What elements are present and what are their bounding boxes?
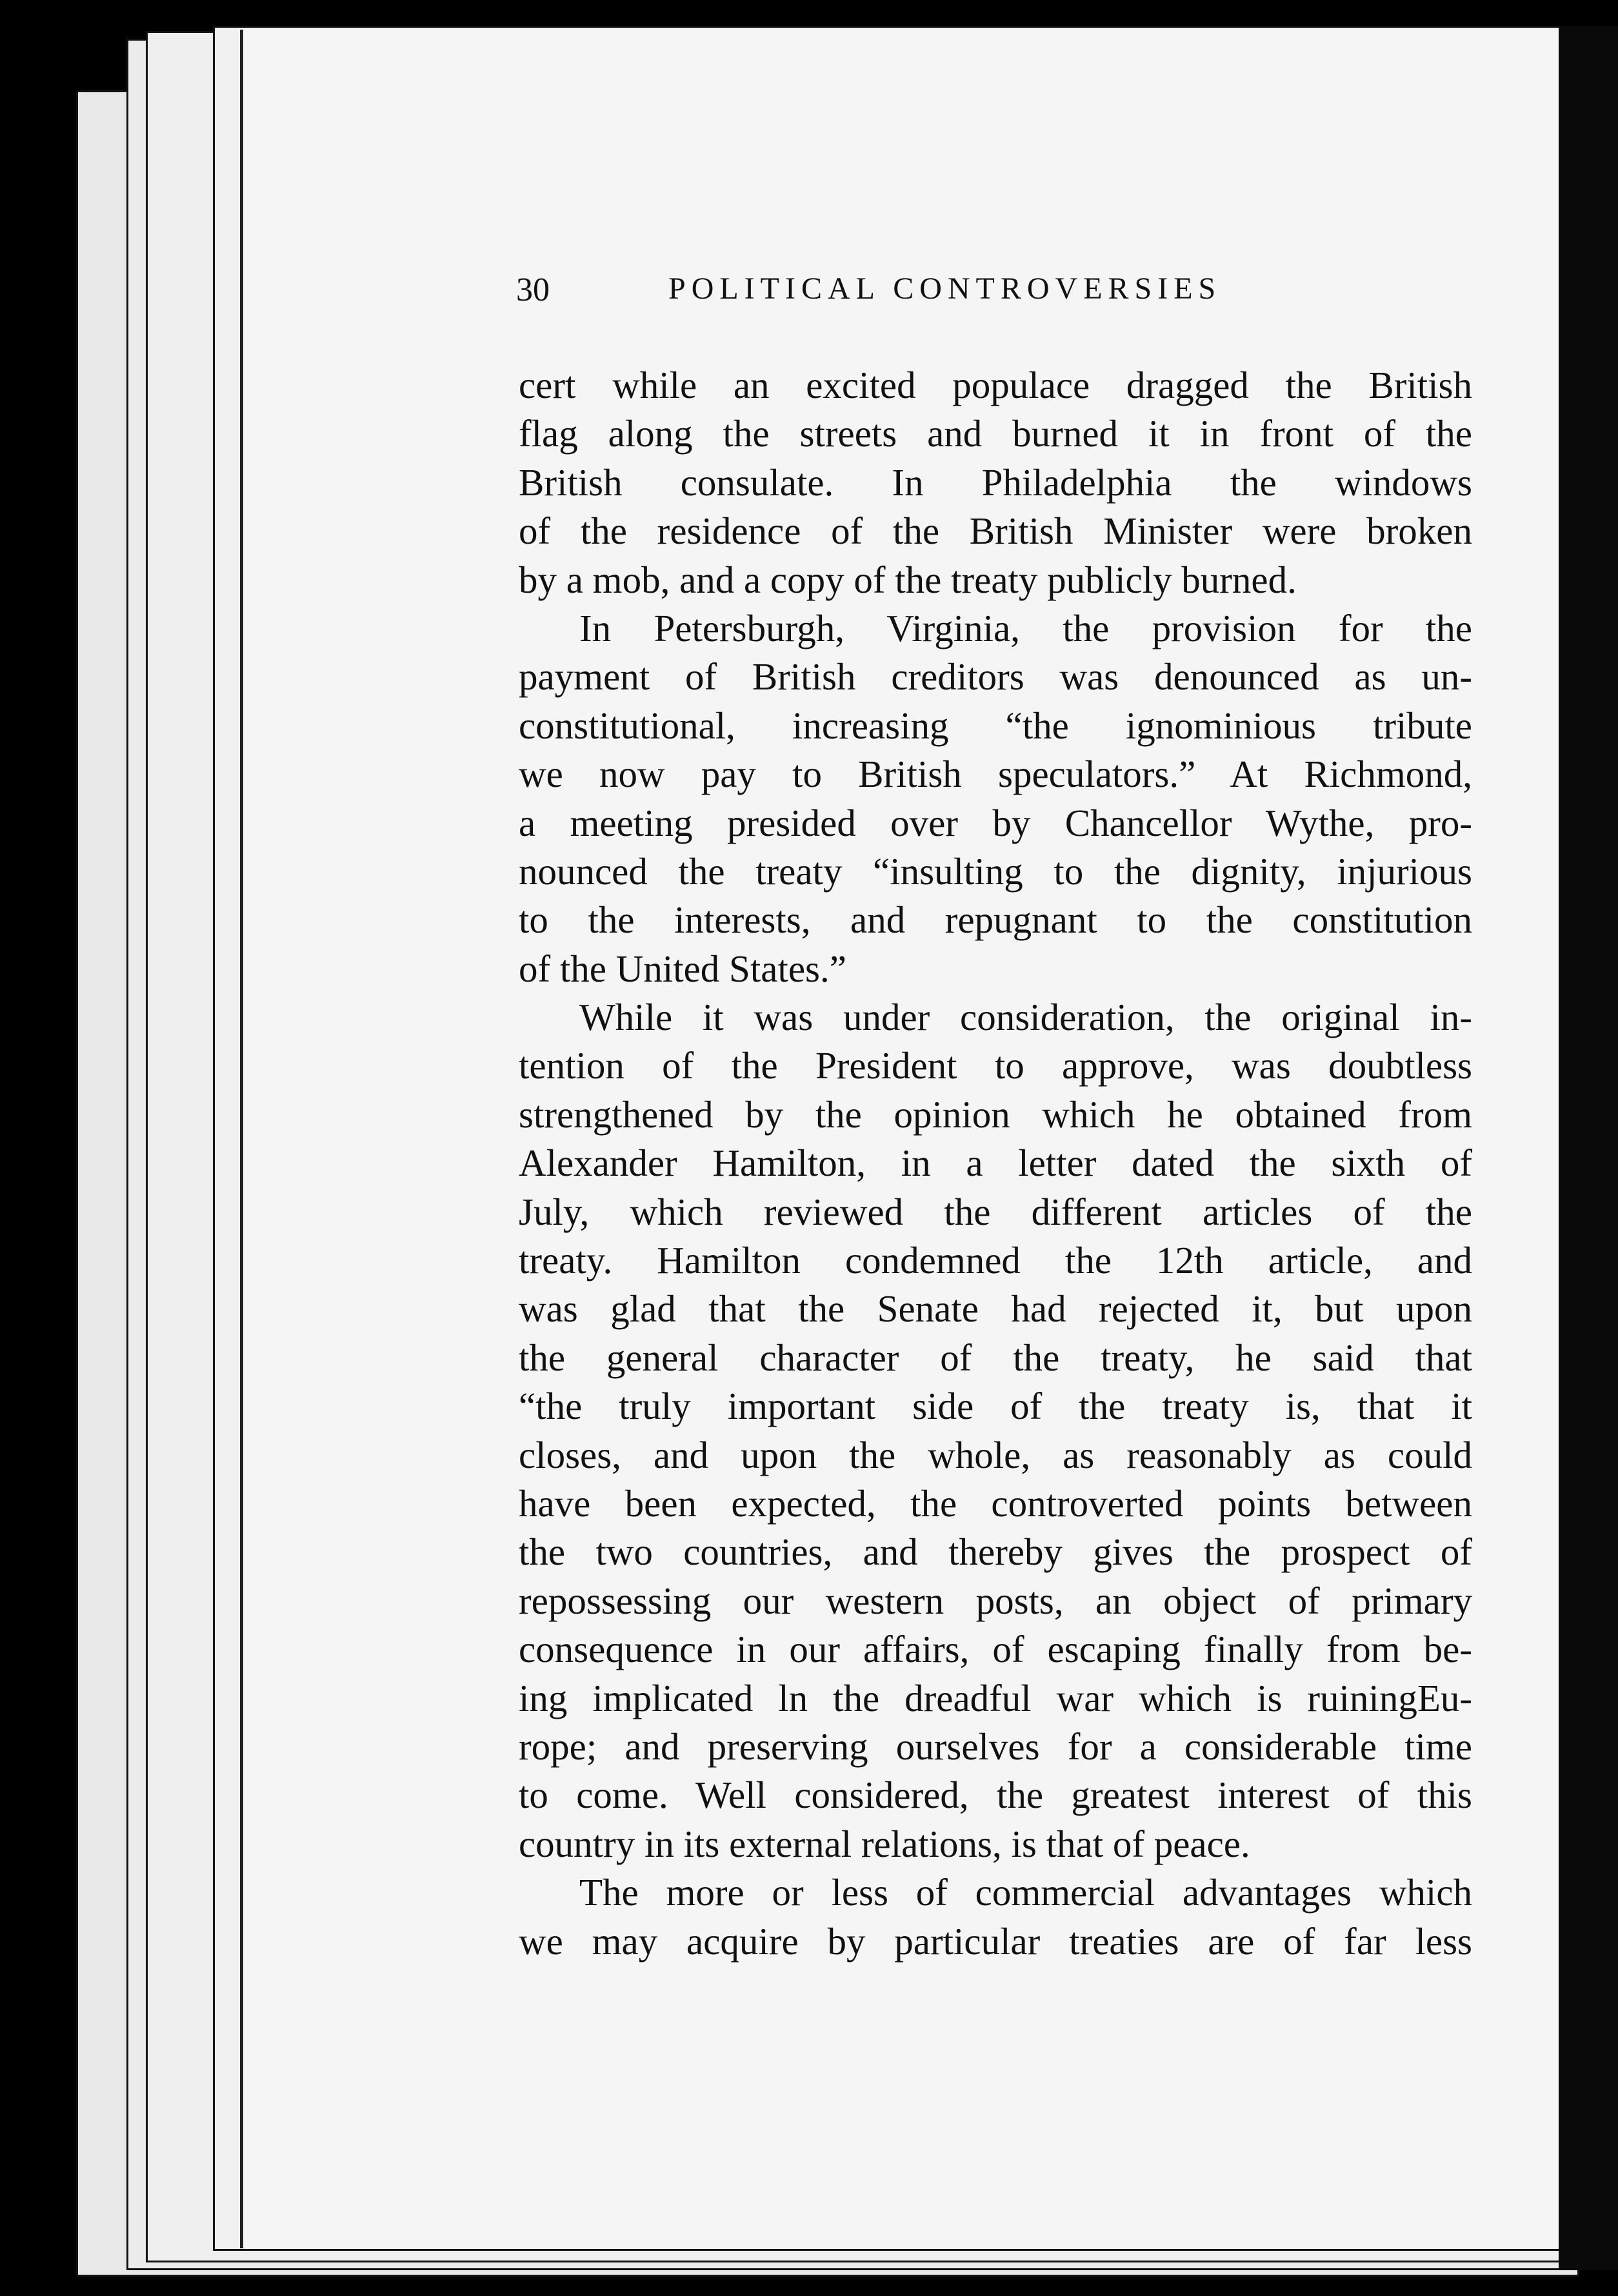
text-line: constitutional, increasing “the ignominious tribute	[519, 704, 1472, 747]
text-line: strengthened by the opinion which he obtained from	[519, 1093, 1472, 1136]
text-line: was glad that the Senate had rejected it, but upon	[519, 1287, 1472, 1331]
text-line: have been expected, the controverted points between	[519, 1481, 1472, 1525]
text-line: tention of the President to approve, was doubtless	[519, 1044, 1472, 1087]
text-line: flag along the streets and burned it in front of the	[519, 412, 1472, 455]
text-line: payment of British creditors was denounced as un-	[519, 655, 1472, 698]
text-line: treaty. Hamilton condemned the 12th article, and	[519, 1239, 1472, 1282]
text-line: of the residence of the British Minister were broken	[519, 510, 1472, 553]
text-line: to come. Well considered, the greatest interest of this	[519, 1774, 1472, 1817]
text-line: “the truly important side of the treaty is, that it	[519, 1385, 1472, 1428]
text-line: we may acquire by particular treaties are of far less	[519, 1919, 1472, 1963]
paragraph-start-line: The more or less of commercial advantages which	[579, 1871, 1472, 1914]
paragraph-start-line: In Petersburgh, Virginia, the provision for the	[579, 606, 1472, 649]
text-line: rope; and preserving ourselves for a considerable time	[519, 1725, 1472, 1768]
text-line: the two countries, and thereby gives the prospect of	[519, 1530, 1472, 1574]
text-line: the general character of the treaty, he said that	[519, 1336, 1472, 1379]
text-line: nounced the treaty “insulting to the dignity, injurious	[519, 849, 1472, 893]
text-line: a meeting presided over by Chancellor Wythe, pro-	[519, 801, 1472, 844]
text-line: cert while an excited populace dragged the British	[519, 364, 1472, 406]
text-line: Alexander Hamilton, in a letter dated the sixth of	[519, 1142, 1472, 1185]
paragraph-start-line: While it was under consideration, the original in-	[579, 996, 1472, 1039]
text-line: consequence in our affairs, of escaping finally from be-	[519, 1628, 1472, 1671]
text-line: country in its external relations, is that of peace.	[519, 1822, 1250, 1865]
body-text	[519, 361, 1472, 1966]
text-line: we now pay to British speculators.” At Richmond,	[519, 753, 1472, 796]
text-line: ing implicated ln the dreadful war which is ruiningEu-	[519, 1676, 1472, 1719]
page-number: 30	[516, 272, 550, 308]
text-line: to the interests, and repugnant to the constitution	[519, 898, 1472, 942]
text-line: of the United States.”	[519, 947, 846, 990]
text-line: repossessing our western posts, an object of primary	[519, 1579, 1472, 1622]
text-line: British consulate. In Philadelphia the windows	[519, 460, 1472, 504]
text-line: closes, and upon the whole, as reasonably as could	[519, 1433, 1472, 1476]
running-head-title: POLITICAL CONTROVERSIES	[668, 272, 1222, 306]
text-line: by a mob, and a copy of the treaty publicly burned.	[519, 558, 1297, 601]
running-head	[516, 271, 1471, 316]
text-line: July, which reviewed the different articles of the	[519, 1190, 1472, 1233]
binding-shadow	[1559, 26, 1618, 2270]
